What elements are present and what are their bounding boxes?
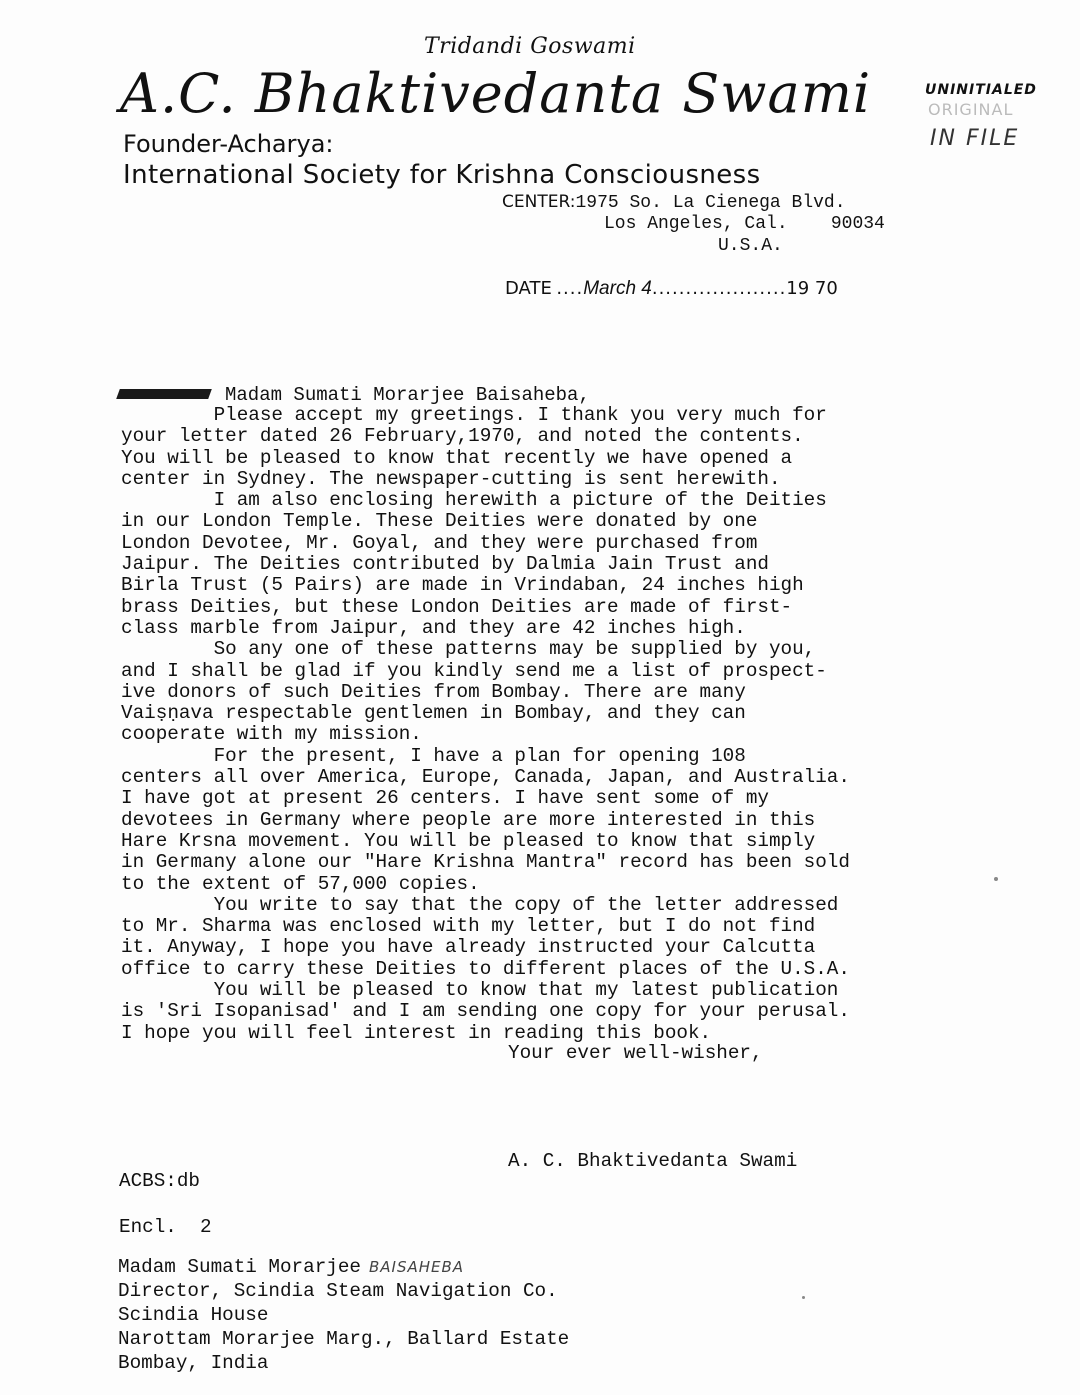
- letterhead-address: [502, 191, 846, 214]
- letter-body-line: Birla Trust (5 Pairs) are made in Vrindaban, 24 inches high: [121, 574, 804, 597]
- letter-body-line: You will be pleased to know that recently we have opened a: [121, 446, 793, 469]
- letterhead-title-prefix: Tridandi Goswami: [424, 34, 636, 59]
- salutation: Madam Sumati Morarjee Baisaheba,: [225, 384, 590, 406]
- letter-body-line: ive donors of such Deities from Bombay. There are many: [121, 680, 746, 703]
- recipient-address: [118, 1255, 569, 1375]
- letter-body-line: your letter dated 26 February,1970, and noted the contents.: [121, 425, 804, 448]
- letter-body-line: centers all over America, Europe, Canada, Japan, and Australia.: [121, 766, 850, 789]
- annotation-original: ORIGINAL: [928, 100, 1014, 119]
- letter-body-line: in Germany alone our "Hare Krishna Mantra" record has been sold: [121, 851, 850, 874]
- letter-body-line: class marble from Jaipur, and they are 42 inches high.: [121, 616, 746, 639]
- letter-body-line: So any one of these patterns may be supplied by you,: [121, 638, 816, 661]
- letter-body-line: You will be pleased to know that my latest publication: [121, 979, 839, 1002]
- date-value: March 4: [583, 278, 652, 299]
- letter-body-line: center in Sydney. The newspaper-cutting is sent herewith.: [121, 467, 781, 490]
- date-label: DATE: [505, 278, 552, 299]
- letter-body-line: and I shall be glad if you kindly send me a list of prospect-: [121, 659, 827, 682]
- date-dots-after: ....................: [651, 278, 787, 299]
- letter-body-line: to the extent of 57,000 copies.: [121, 872, 480, 895]
- date-year: 19 70: [786, 278, 838, 299]
- address-line-2: Los Angeles, Cal. 90034: [604, 214, 885, 234]
- recipient-name-line: [118, 1255, 569, 1279]
- scan-speck: [994, 877, 998, 881]
- scan-speck: [802, 1296, 805, 1299]
- letter-body-line: Vaiṣṇava respectable gentlemen in Bombay, and they can: [121, 702, 746, 725]
- recipient-line: Bombay, India: [118, 1352, 269, 1374]
- letterhead-name: A.C. Bhaktivedanta Swami: [120, 62, 872, 125]
- recipient-line: Scindia House: [118, 1304, 269, 1326]
- date-dots-before: ....: [556, 278, 584, 299]
- redaction-mark: [116, 389, 212, 399]
- letter-body-line: I am also enclosing herewith a picture of the Deities: [121, 489, 827, 512]
- recipient-handwritten-title: BAISAHEBA: [368, 1258, 465, 1276]
- recipient-line: Director, Scindia Steam Navigation Co.: [118, 1280, 558, 1302]
- letterhead-founder-line: Founder-Acharya:: [123, 130, 334, 158]
- letter-body-line: I hope you will feel interest in reading this book.: [121, 1021, 712, 1044]
- letter-body-line: You write to say that the copy of the letter addressed: [121, 893, 839, 916]
- letter-body-line: to Mr. Sharma was enclosed with my letter, but I do not find: [121, 915, 816, 938]
- letter-body-line: I have got at present 26 centers. I have sent some of my: [121, 787, 769, 810]
- letter-body-line: is 'Sri Isopanisad' and I am sending one copy for your perusal.: [121, 1000, 850, 1023]
- enclosure-note: Encl. 2: [119, 1216, 212, 1238]
- letter-body-line: cooperate with my mission.: [121, 723, 422, 746]
- recipient-name: Madam Sumati Morarjee: [118, 1256, 361, 1278]
- closing: Your ever well-wisher,: [508, 1042, 763, 1064]
- letter-body-line: London Devotee, Mr. Goyal, and they were purchased from: [121, 531, 758, 554]
- letter-body-line: it. Anyway, I hope you have already instructed your Calcutta: [121, 936, 816, 959]
- annotation-in-file: IN FILE: [930, 126, 1020, 151]
- address-line-3: U.S.A.: [718, 236, 783, 256]
- signature: A. C. Bhaktivedanta Swami: [508, 1150, 798, 1172]
- letterhead-society: International Society for Krishna Consciousness: [123, 160, 761, 190]
- address-line-1: 1975 So. La Cienega Blvd.: [575, 193, 846, 213]
- letter-body-line: brass Deities, but these London Deities are made of first-: [121, 595, 793, 618]
- letter-body-line: in our London Temple. These Deities were donated by one: [121, 510, 758, 533]
- letter-body-line: devotees in Germany where people are more interested in this: [121, 808, 816, 831]
- recipient-line: Narottam Morarjee Marg., Ballard Estate: [118, 1328, 570, 1350]
- letter-body-line: For the present, I have a plan for opening 108: [121, 744, 746, 767]
- typist-initials: ACBS:db: [119, 1170, 200, 1192]
- letter-body-line: Jaipur. The Deities contributed by Dalmia Jain Trust and: [121, 553, 769, 576]
- annotation-uninitialed: UNINITIALED: [925, 82, 1037, 98]
- center-label: CENTER:: [502, 192, 576, 212]
- letter-body-line: office to carry these Deities to different places of the U.S.A.: [121, 957, 850, 980]
- letter-body-line: Hare Krsna movement. You will be pleased to know that simply: [121, 829, 816, 852]
- date-line: [505, 278, 838, 300]
- letter-body-line: Please accept my greetings. I thank you very much for: [121, 404, 827, 426]
- letter-body: [121, 405, 951, 1044]
